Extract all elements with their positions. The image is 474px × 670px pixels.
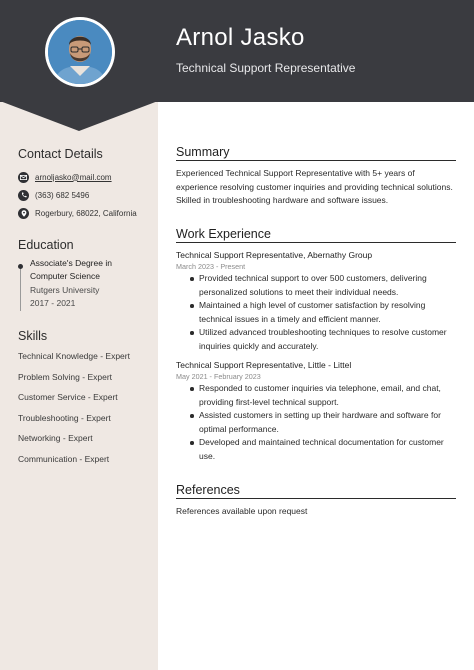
contact-email[interactable]: arnoljasko@mail.com (35, 172, 112, 182)
references-divider (176, 498, 456, 499)
candidate-name: Arnol Jasko (176, 24, 305, 51)
experience-divider (176, 242, 456, 243)
experience-heading: Work Experience (176, 227, 271, 241)
job-bullet: Maintained a high level of customer satisfaction by resolving technical issues in a timely and efficient manner. (190, 299, 458, 326)
person-portrait-icon (48, 20, 112, 84)
summary-heading: Summary (176, 145, 230, 159)
education-heading: Education (18, 238, 74, 252)
timeline-dot (18, 264, 23, 269)
references-text: References available upon request (176, 506, 308, 516)
job-title: Technical Support Representative, Little - Littel (176, 360, 352, 370)
contact-phone: (363) 682 5496 (35, 190, 90, 200)
references-heading: References (176, 483, 240, 497)
location-pin-icon (18, 208, 29, 219)
job-bullet: Responded to customer inquiries via telephone, email, and chat, providing first-level technical support. (190, 382, 458, 409)
education-school: Rutgers University (30, 285, 100, 295)
job-bullet: Assisted customers in setting up their hardware and software for optimal performance. (190, 409, 458, 436)
skill-item: Technical Knowledge - Expert (18, 351, 130, 361)
job-dates: May 2021 - February 2023 (176, 372, 261, 381)
summary-divider (176, 160, 456, 161)
avatar (48, 20, 112, 84)
skill-item: Problem Solving - Expert (18, 372, 113, 382)
job-dates: March 2023 - Present (176, 262, 246, 271)
job-bullets (190, 382, 458, 463)
email-icon (18, 172, 29, 183)
job-bullets (190, 272, 458, 353)
contact-heading: Contact Details (18, 147, 103, 161)
skills-heading: Skills (18, 329, 48, 343)
education-degree-line1: Associate's Degree in (30, 258, 112, 268)
job-bullet: Provided technical support to over 500 customers, delivering personalized solutions to meet their individual needs. (190, 272, 458, 299)
skill-item: Communication - Expert (18, 454, 110, 464)
skill-item: Troubleshooting - Expert (18, 413, 111, 423)
candidate-title: Technical Support Representative (176, 61, 356, 75)
education-degree-line2: Computer Science (30, 271, 100, 281)
contact-email-row[interactable] (18, 170, 112, 184)
phone-icon (18, 190, 29, 201)
job-bullet: Utilized advanced troubleshooting techniques to resolve customer inquiries quickly and accurately. (190, 326, 458, 353)
summary-text: Experienced Technical Support Representative with 5+ years of experience resolving customer inquiries and providing technical solutions. Skilled in troubleshooting hardware and software issues. (176, 168, 453, 205)
education-years: 2017 - 2021 (30, 298, 76, 308)
skill-item: Networking - Expert (18, 433, 93, 443)
contact-location: Rogerbury, 68022, California (35, 208, 137, 218)
skill-item: Customer Service - Expert (18, 392, 118, 402)
job-bullet: Developed and maintained technical documentation for customer use. (190, 436, 458, 463)
timeline-line (20, 267, 21, 311)
job-title: Technical Support Representative, Abernathy Group (176, 250, 373, 260)
sidebar-chevron (0, 101, 158, 131)
contact-phone-row (18, 188, 89, 202)
contact-location-row (18, 206, 137, 220)
